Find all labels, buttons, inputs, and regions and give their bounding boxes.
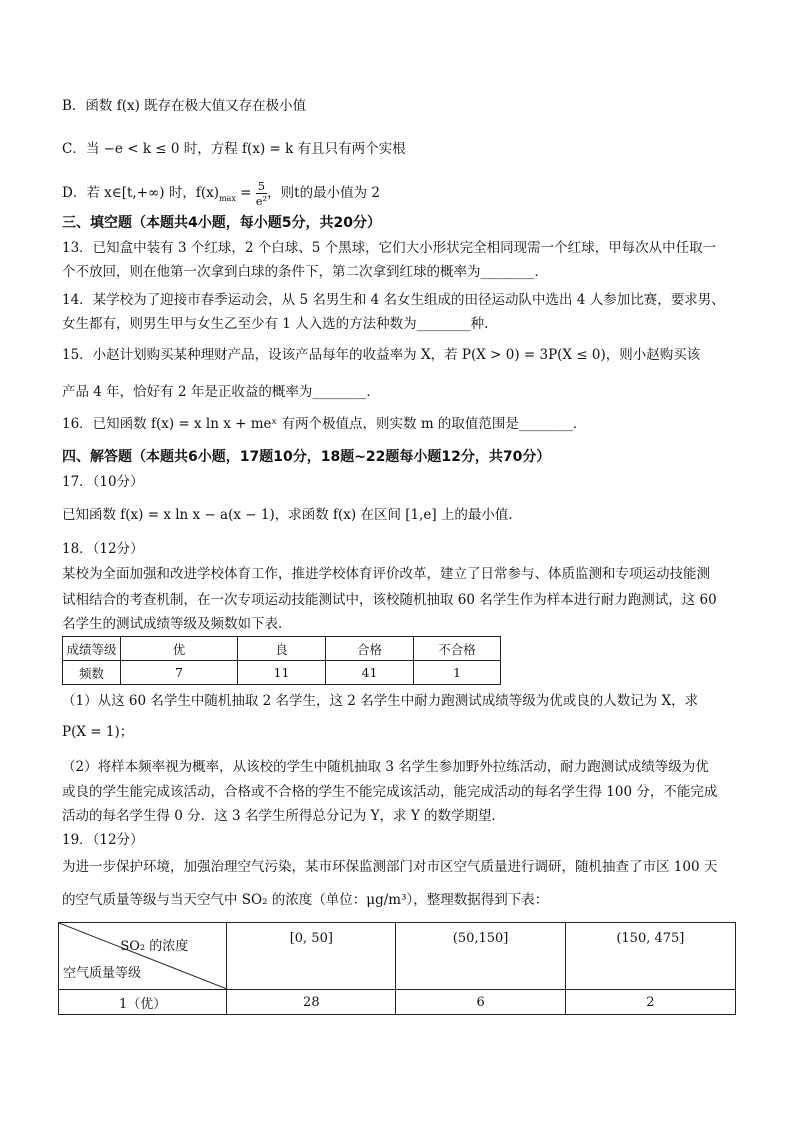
aq-table-corner-cell — [59, 923, 227, 990]
grade-table-cell: 良 — [238, 637, 326, 661]
aq-table-row — [59, 990, 736, 1015]
aq-table-col-header: (50,150] — [396, 923, 565, 990]
section4-heading: 四、解答题（本题共6小题，17题10分，18题~22题每小题12分，共70分） — [62, 449, 551, 465]
grade-table-cell: 合格 — [326, 637, 414, 661]
q15-line2: 产品 4 年，恰好有 2 年是正收益的概率为________． — [62, 384, 380, 400]
q16-text: 16．已知函数 f(x) = x ln x + meˣ 有两个极值点，则实数 m 的取值范围是________． — [62, 416, 587, 432]
q18-head: 18．（12分） — [62, 541, 144, 557]
aq-corner-bottom: 空气质量等级 — [63, 966, 142, 981]
grade-table-cell: 频数 — [63, 661, 121, 685]
q17-head: 17．（10分） — [62, 474, 144, 490]
option-d-eq: = — [235, 185, 256, 201]
section3-heading: 三、填空题（本题共4小题，每小题5分，共20分） — [62, 215, 381, 231]
air-quality-table — [58, 922, 736, 1015]
option-d — [62, 176, 380, 210]
q18-line2: 试相结合的考查机制，在一次专项运动技能测试中，该校随机抽取 60 名学生作为样本进行耐力跑测试，这 60 — [62, 592, 717, 608]
grade-table-cell: 41 — [326, 661, 414, 685]
grade-table-cell: 7 — [121, 661, 238, 685]
grade-frequency-table — [62, 636, 501, 685]
grade-table-cell: 优 — [121, 637, 238, 661]
grade-table-header-row — [63, 637, 501, 661]
option-d-numerator: 5 — [256, 179, 267, 194]
option-d-sub: max — [218, 194, 236, 203]
aq-table-cell: 6 — [396, 990, 565, 1015]
grade-table-cell: 11 — [238, 661, 326, 685]
aq-table-col-header: (150, 475] — [565, 923, 735, 990]
q18-line3: 名学生的测试成绩等级及频数如下表． — [62, 616, 292, 632]
grade-table-cell: 成绩等级 — [63, 637, 121, 661]
option-d-prefix: D．若 x∈[t,+∞) 时，f(x) — [62, 185, 219, 201]
q14-line2: 女生都有，则男生甲与女生乙至少有 1 人入选的方法种数为________种． — [62, 316, 498, 332]
option-d-denominator: e² — [255, 194, 268, 208]
q18-part2-line3: 活动的每名学生得 0 分．这 3 名学生所得总分记为 Y，求 Y 的数学期望． — [62, 808, 506, 824]
aq-table-cell: 1（优） — [59, 990, 227, 1015]
q19-line1: 为进一步保护环境，加强治理空气污染，某市环保监测部门对市区空气质量进行调研，随机抽查了市区 100 天 — [62, 859, 718, 875]
q18-part2-line2: 或良的学生能完成该活动，合格或不合格的学生不能完成该活动，能完成活动的每名学生得 100 分，不能完成 — [62, 784, 718, 800]
q13-line2: 个不放回，则在他第一次拿到白球的条件下，第二次拿到红球的概率为________． — [62, 264, 548, 280]
option-b: B．函数 f(x) 既存在极大值又存在极小值 — [62, 98, 307, 114]
aq-table-cell: 28 — [227, 990, 396, 1015]
option-d-fraction — [256, 179, 267, 208]
q15-line1: 15．小赵计划购买某种理财产品，设该产品每年的收益率为 X，若 P(X > 0) = 3P(X ≤ 0)，则小赵购买该 — [62, 347, 701, 363]
q14-line1: 14．某学校为了迎接市春季运动会，从 5 名男生和 4 名女生组成的田径运动队中选出 4 人参加比赛，要求男、 — [62, 292, 725, 308]
q19-line2: 的空气质量等级与当天空气中 SO₂ 的浓度（单位：μg/m³），整理数据得到下表： — [62, 892, 549, 908]
q13-line1: 13．已知盒中装有 3 个红球，2 个白球、5 个黑球，它们大小形状完全相同现需一个红球，甲每次从中任取一 — [62, 240, 717, 256]
q19-head: 19．（12分） — [62, 832, 144, 848]
aq-table-cell: 2 — [565, 990, 735, 1015]
q18-part1-line2: P(X = 1)； — [62, 724, 134, 740]
q18-line1: 某校为全面加强和改进学校体育工作，推进学校体育评价改革，建立了日常参与、体质监测和专项运动技能测 — [62, 566, 710, 582]
aq-table-header-row — [59, 923, 736, 990]
option-c: C．当 −e < k ≤ 0 时，方程 f(x) = k 有且只有两个实根 — [62, 141, 406, 157]
option-d-suffix: ，则t的最小值为 2 — [267, 185, 380, 201]
grade-table-row — [63, 661, 501, 685]
q18-part1-line1: （1）从这 60 名学生中随机抽取 2 名学生，这 2 名学生中耐力跑测试成绩等级为优或良的人数记为 X，求 — [62, 693, 699, 709]
aq-corner-top: SO₂ 的浓度 — [120, 939, 189, 954]
grade-table-cell: 不合格 — [414, 637, 501, 661]
aq-table-col-header: [0, 50] — [227, 923, 396, 990]
q17-body: 已知函数 f(x) = x ln x − a(x − 1)，求函数 f(x) 在区间 [1,e] 上的最小值． — [62, 507, 522, 523]
q18-part2-line1: （2）将样本频率视为概率，从该校的学生中随机抽取 3 名学生参加野外拉练活动，耐力跑测试成绩等级为优 — [62, 759, 709, 775]
grade-table-cell: 1 — [414, 661, 501, 685]
